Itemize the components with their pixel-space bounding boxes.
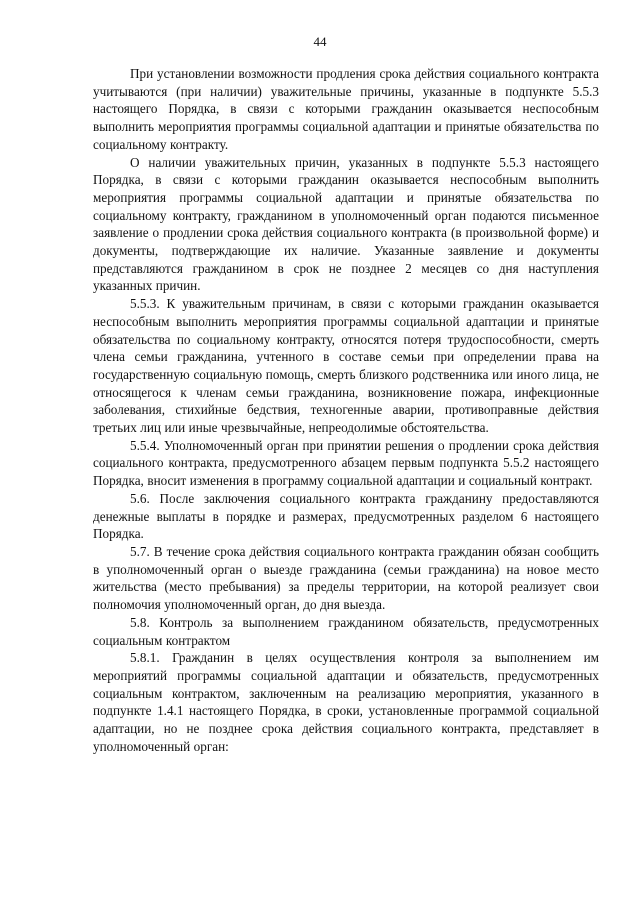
paragraph-extension-reasons: При установлении возможности продления срока действия социального контракта учитываются (при наличии) уважительные причины, указанные в подпункте 5.5.3 настоящего Порядка, в связи с которыми гражданин оказывается неспособным выполнить мероприятия программы социальной адаптации и принятые обязательства по социальному контракту.	[93, 66, 599, 152]
document-body	[93, 65, 599, 755]
paragraph-5-8-1: 5.8.1. Гражданин в целях осуществления контроля за выполнением им мероприятий программы социальной адаптации и обязательств, предусмотренных социальным контрактом, заключенным на реализацию мероприятия, указанного в подпункте 1.4.1 настоящего Порядка, в сроки, установленные программой социальной адаптации, но не позднее срока действия социального контракта, представляет в уполномоченный орган:	[93, 650, 599, 754]
page-number: 44	[313, 34, 327, 49]
paragraph-5-7: 5.7. В течение срока действия социального контракта гражданин обязан сообщить в уполномоченный орган о выезде гражданина (семьи гражданина) на новое место жительства (место пребывания) за пределы территории, на которой реализует свои полномочия уполномоченный орган, до дня выезда.	[93, 543, 599, 613]
paragraph-extension-application: О наличии уважительных причин, указанных в подпункте 5.5.3 настоящего Порядка, в связи с которыми гражданин оказывается неспособным выполнить мероприятия программы социальной адаптации и принятые обязательства по социальному контракту, гражданином в уполномоченный орган подаются письменное заявление о продлении срока действия социального контракта (в произвольной форме) и документы, подтверждающие их наличие. Указанные заявление и документы представляются гражданином в срок не позднее 2 месяцев со дня наступления указанных причин.	[93, 154, 599, 294]
paragraph-5-6: 5.6. После заключения социального контракта гражданину предоставляются денежные выплаты в порядке и размерах, предусмотренных разделом 6 настоящего Порядка.	[93, 490, 599, 542]
paragraph-5-5-4: 5.5.4. Уполномоченный орган при принятии решения о продлении срока действия социального контракта, предусмотренного абзацем первым подпункта 5.5.2 настоящего Порядка, вносит изменения в программу социальной адаптации и социальный контракт.	[93, 437, 599, 489]
paragraph-5-8: 5.8. Контроль за выполнением гражданином обязательств, предусмотренных социальным контрактом	[93, 614, 599, 648]
paragraph-5-5-3: 5.5.3. К уважительным причинам, в связи с которыми гражданин оказывается неспособным выполнить мероприятия программы социальной адаптации и принятые обязательства по социальному контракту, относятся потеря трудоспособности, смерть члена семьи гражданина, учтенного в составе семьи при определении права на государственную социальную помощь, смерть близкого родственника или иного лица, не относящегося к членам семьи гражданина, возникновение пожара, инфекционные заболевания, стихийные бедствия, техногенные аварии, противоправные действия третьих лиц или иные чрезвычайные, непреодолимые обстоятельства.	[93, 296, 599, 436]
